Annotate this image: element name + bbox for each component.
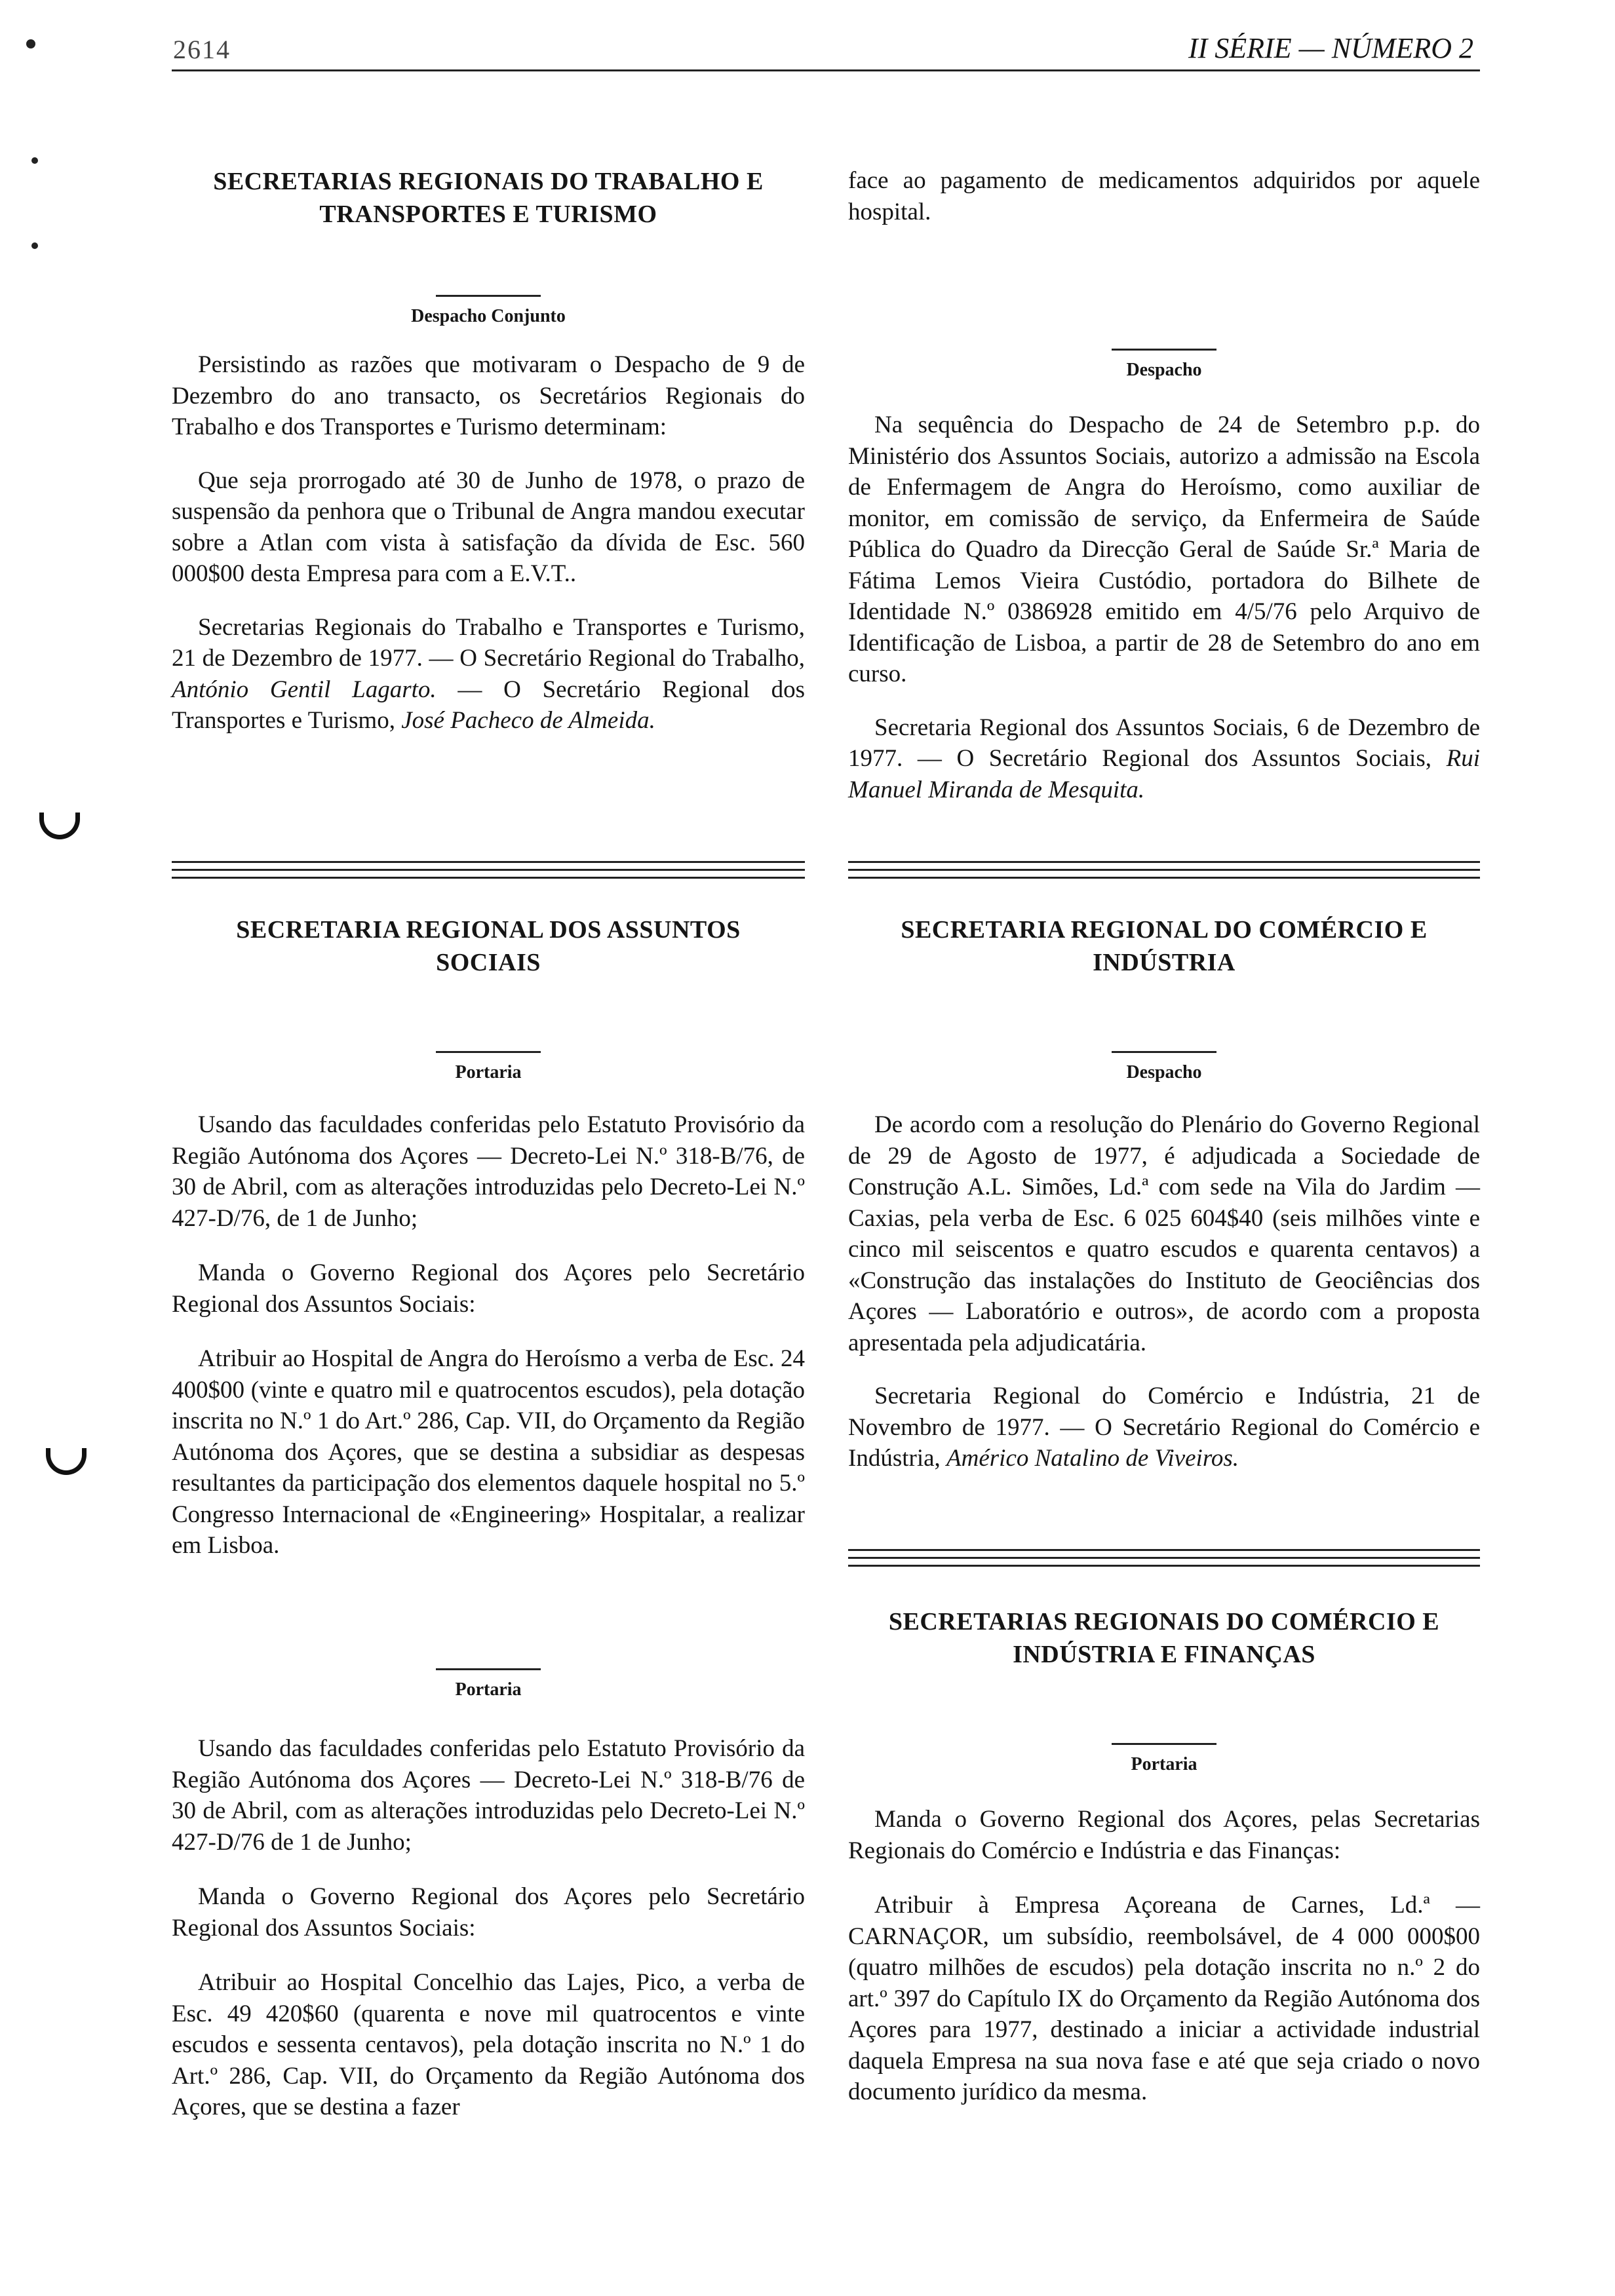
section-title-line: SECRETARIA REGIONAL DO COMÉRCIO E [901, 916, 1428, 944]
left-column [172, 138, 805, 2296]
section-portaria-lajes [172, 1668, 805, 2123]
page-number: 2614 [173, 35, 231, 64]
right-column [848, 138, 1480, 2296]
signature-text: Secretaria Regional do Comércio e Indústria, 21 de Novembro de 1977. — O Secretário Regional do Comércio e Indústria, [848, 1383, 1480, 1472]
section-title-line: INDÚSTRIA [1093, 949, 1236, 976]
paragraph: Atribuir à Empresa Açoreana de Carnes, Ld.ª — CARNAÇOR, um subsídio, reembolsável, de 4 000 000$00 (quatro milhões de escudos) pela dotação inscrita no n.º 2 do art.º 397 do Capítulo IX do Orçamento da Região Autónoma dos Açores para 1977, destinado a iniciar a actividade industrial daquela Empresa na sua nova fase e até que seja criado o novo documento jurídico da mesma. [848, 1892, 1480, 2105]
paragraph: Persistindo as razões que motivaram o Despacho de 9 de Dezembro do ano transacto, os Secretários Regionais do Trabalho e dos Transportes e Turismo determinam: [172, 351, 805, 440]
section-trabalho-transportes [172, 165, 805, 737]
section-despacho-enfermagem [848, 349, 1480, 805]
section-title-line: SECRETARIAS REGIONAIS DO TRABALHO E [213, 168, 764, 195]
scan-speck [26, 39, 35, 48]
section-title-line: INDÚSTRIA E FINANÇAS [1013, 1641, 1315, 1668]
subhead: Despacho [1126, 1062, 1202, 1082]
section-title [172, 165, 805, 231]
section-title [172, 913, 805, 979]
paragraph: De acordo com a resolução do Plenário do Governo Regional de 29 de Agosto de 1977, é adjudicada a Sociedade de Construção A.L. Simões, Ld.ª com sede na Vila do Jardim — Caxias, pela verba de Esc. 6 025 604$40 (seis milhões vinte e cinco mil seiscentos e quatro escudos e quarenta centavos) a «Construção das instalações do Instituto de Geociências dos Açores — Laboratório e outros», de acordo com a proposta apresentada pela adjudicatária. [848, 1111, 1480, 1356]
section-title [848, 913, 1480, 979]
signature-paragraph [848, 712, 1480, 806]
paragraph: Usando das faculdades conferidas pelo Estatuto Provisório da Região Autónoma dos Açores — Decreto-Lei N.º 318-B/76 de 30 de Abril, com as alterações introduzidas pelo Decreto-Lei N.º 427-D/76 de 1 de Junho; [172, 1735, 805, 1856]
signature-text: Secretaria Regional dos Assuntos Sociais, 6 de Dezembro de 1977. — O Secretário Regional dos Assuntos Sociais, [848, 714, 1480, 772]
series-number: II SÉRIE — NÚMERO 2 [1188, 32, 1473, 64]
short-rule [1112, 349, 1216, 351]
subhead: Despacho [1126, 360, 1202, 380]
paragraph: Usando das faculdades conferidas pelo Estatuto Provisório da Região Autónoma dos Açores — Decreto-Lei N.º 318-B/76, de 30 de Abril, com as alterações introduzidas pelo Decreto-Lei N.º 427-D/76, de 1 de Junho; [172, 1111, 805, 1232]
paragraph: Atribuir ao Hospital Concelhio das Lajes, Pico, a verba de Esc. 49 420$60 (quarenta e nove mil quatrocentos e vinte escudos e sessenta centavos), pela dotação inscrita no N.º 1 do Art.º 286, Cap. VII, do Orçamento da Região Autónoma dos Açores, que se destina a fazer [172, 1969, 805, 2120]
short-rule [436, 1668, 541, 1670]
paragraph: Na sequência do Despacho de 24 de Setembro p.p. do Ministério dos Assuntos Sociais, autorizo a admissão na Escola de Enfermagem de Angra do Heroísmo, como auxiliar de monitor, em comissão de serviço, da Enfermeira de Saúde Pública do Quadro da Direcção Geral de Saúde Sr.ª Maria de Fátima Lemos Vieira Custódio, portadora do Bilhete de Identidade N.º 0386928 emitido em 4/5/76 pelo Arquivo de Identificação de Lisboa, a partir de 28 de Setembro do ano em curso. [848, 411, 1480, 687]
signatory-name: Américo Natalino de Viveiros. [946, 1445, 1239, 1472]
section-assuntos-sociais [172, 913, 805, 1561]
subhead: Despacho Conjunto [411, 306, 566, 326]
binder-hole-mark [39, 813, 80, 839]
section-title [848, 1605, 1480, 1671]
short-rule [1112, 1743, 1216, 1745]
section-comercio-industria [848, 913, 1480, 1474]
continuation [848, 165, 1480, 227]
section-title-line: SECRETARIAS REGIONAIS DO COMÉRCIO E [888, 1608, 1440, 1636]
short-rule [436, 1051, 541, 1053]
paragraph: Manda o Governo Regional dos Açores pelo Secretário Regional dos Assuntos Sociais: [172, 1259, 805, 1318]
subhead: Portaria [455, 1062, 522, 1082]
paragraph: face ao pagamento de medicamentos adquiridos por aquele hospital. [848, 167, 1480, 225]
scan-speck [31, 157, 38, 164]
subhead: Portaria [1131, 1754, 1197, 1774]
section-title-line: TRANSPORTES E TURISMO [319, 201, 657, 228]
subhead: Portaria [455, 1679, 522, 1700]
signatory-name: José Pacheco de Almeida. [401, 707, 655, 734]
paragraph: Atribuir ao Hospital de Angra do Heroísmo a verba de Esc. 24 400$00 (vinte e quatro mil e quatrocentos escudos), pela dotação inscrita no N.º 1 do Art.º 286, Cap. VII, do Orçamento da Região Autónoma dos Açores, que se destina a subsidiar as despesas resultantes da participação dos elementos daquele hospital no 5.º Congresso Internacional de «Engineering» Hospitalar, a realizar em Lisboa. [172, 1345, 805, 1559]
paragraph: Que seja prorrogado até 30 de Junho de 1978, o prazo de suspensão da penhora que o Tribunal de Angra mandou executar sobre a Atlan com vista à satisfação da dívida de Esc. 560 000$00 desta Empresa para com a E.V.T.. [172, 467, 805, 587]
signatory-name: António Gentil Lagarto. [172, 676, 437, 703]
section-comercio-industria-financas [848, 1605, 1480, 2108]
short-rule [436, 295, 541, 297]
binder-hole-mark [46, 1448, 87, 1475]
section-title-line: SOCIAIS [436, 949, 541, 976]
short-rule [1112, 1051, 1216, 1053]
signature-paragraph [172, 612, 805, 737]
signature-text: Secretarias Regionais do Trabalho e Transportes e Turismo, 21 de Dezembro de 1977. — O Secretário Regional do Trabalho, [172, 613, 805, 672]
paragraph: Manda o Governo Regional dos Açores, pelas Secretarias Regionais do Comércio e Indústria e das Finanças: [848, 1806, 1480, 1864]
paragraph: Manda o Governo Regional dos Açores pelo Secretário Regional dos Assuntos Sociais: [172, 1883, 805, 1942]
signature-text: — O Secretário Regional dos Transportes e Turismo, [172, 676, 806, 734]
signature-paragraph [848, 1381, 1480, 1474]
scan-speck [31, 242, 38, 249]
section-title-line: SECRETARIA REGIONAL DOS ASSUNTOS [236, 916, 741, 944]
page-header [172, 26, 1480, 71]
signatory-name: Rui Manuel Miranda de Mesquita. [848, 745, 1480, 803]
